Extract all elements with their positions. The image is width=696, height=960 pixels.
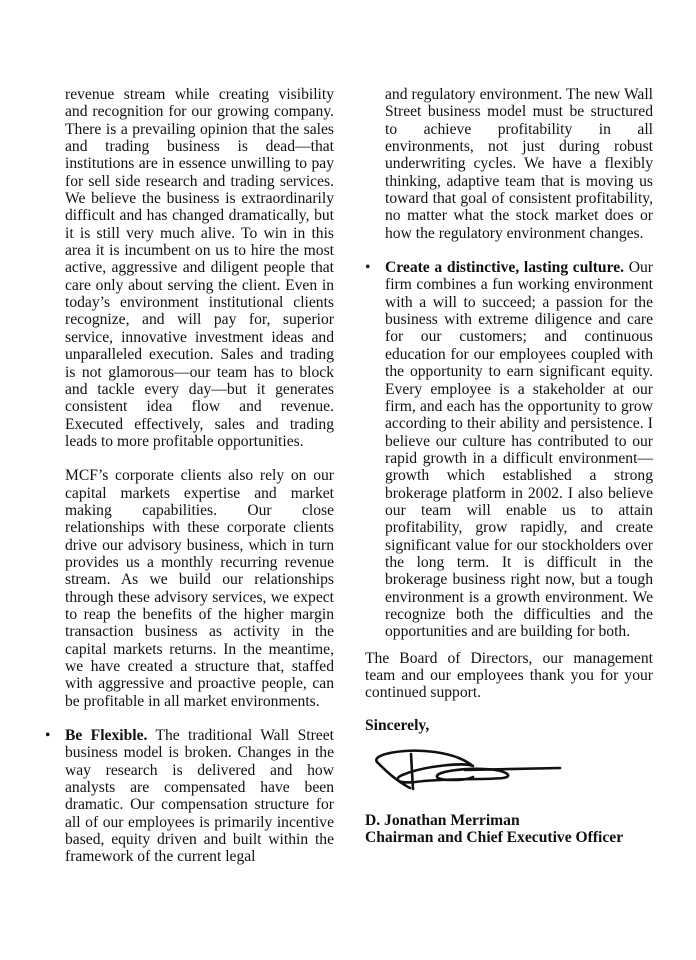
spacer bbox=[365, 242, 653, 259]
signer-title: Chairman and Chief Executive Officer bbox=[365, 829, 624, 847]
closing-sincerely: Sincerely, bbox=[365, 716, 430, 734]
signer-name: D. Jonathan Merriman bbox=[365, 812, 520, 830]
bullet-heading: Be Flexible. bbox=[65, 727, 148, 745]
bullet-marker: • bbox=[365, 259, 371, 277]
bullet-marker: • bbox=[45, 727, 51, 745]
paragraph-sales-trading: revenue stream while creating visibility and recognition for our growing company. There is a prevailing opinion that the sales and trading business is dead—that institutions are in essence unwilling to pay for sell side research and trading services. We believe the business is extraordinarily difficult and has changed dramatically, but it is still very much alive. To win in this area it is incumbent on us to hire the most active, aggressive and diligent people that care only about serving the client. Even in today’s environment institutional clients recognize, and will pay for, superior service, innovative investment ideas and unparalleled execution. Sales and trading is not glamorous—our team has to block and tackle every day—but it generates consistent idea flow and revenue. Executed effectively, sales and trading leads to more profitable opportunities. bbox=[65, 86, 334, 450]
bullet-culture-text bbox=[385, 259, 653, 641]
bullet-be-flexible bbox=[45, 727, 334, 866]
right-column bbox=[365, 86, 653, 847]
spacer bbox=[365, 800, 653, 812]
bullet-body: Our firm combines a fun working environment with a will to succeed; a passion for the business with extreme diligence and care for our customers; and continuous education for our employees coupled with the opportunity to earn significant equity. Every employee is a stakeholder at our firm, and each has the opportunity to grow according to their ability and persistence. I believe our culture has contributed to our rapid growth in a difficult environment—growth which established a strong brokerage platform in 2002. I also believe our team will enable us to attain profitability, grow rapidly, and create significant value for our stockholders over the long term. It is difficult in the brokerage business right now, but a tough environment is a growth environment. We recognize both the difficulties and the opportunities and are building for both. bbox=[385, 259, 653, 641]
spacer bbox=[365, 641, 653, 650]
spacer bbox=[65, 710, 334, 727]
bullet-be-flexible-text bbox=[65, 727, 334, 866]
bullet-culture bbox=[365, 259, 653, 641]
paragraph-thanks: The Board of Directors, our management team and our employees thank you for your continued support. bbox=[365, 649, 653, 702]
bullet-body: The traditional Wall Street business model is broken. Changes in the way research is delivered and how analysts are compensated have been dramatic. Our compensation structure for all of our employees is primarily incentive based, equity driven and built within the framework of the current legal bbox=[65, 727, 334, 866]
paragraph-flexible-continued: and regulatory environment. The new Wall Street business model must be structured to achieve profitability in all environments, not just during robust underwriting cycles. We have a flexibly thinking, adaptive team that is moving us toward that goal of consistent profitability, no matter what the stock market does or how the regulatory environment changes. bbox=[385, 86, 653, 242]
signature-icon bbox=[365, 744, 653, 800]
spacer bbox=[365, 702, 653, 717]
bullet-heading: Create a distinctive, lasting culture. bbox=[385, 259, 625, 277]
left-column bbox=[45, 86, 334, 866]
paragraph-corporate-clients: MCF’s corporate clients also rely on our capital markets expertise and market making capabilities. Our close relationships with these corporate clients drive our advisory business, which in turn provides us a monthly recurring revenue stream. As we build our relationships through these advisory services, we expect to reap the benefits of the higher margin transaction business as activity in the capital markets returns. In the meantime, we have created a structure that, staffed with aggressive and proactive people, can be profitable in all market environments. bbox=[65, 467, 334, 710]
spacer bbox=[65, 450, 334, 467]
